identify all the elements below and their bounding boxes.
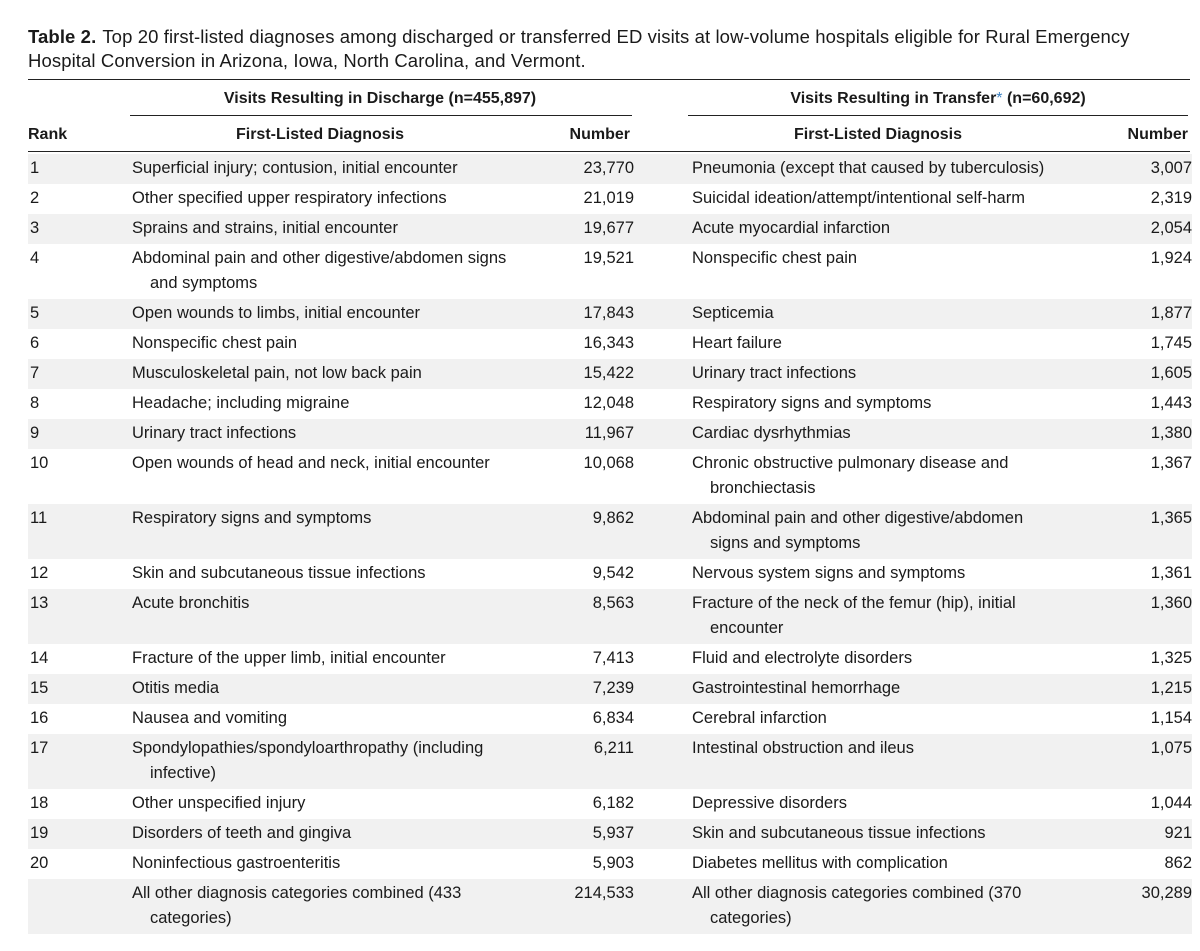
table-row	[28, 879, 1192, 934]
discharge-number-cell: 6,211	[534, 734, 634, 789]
rank-cell: 11	[28, 504, 132, 559]
transfer-diagnosis-cell	[692, 559, 1064, 589]
diagnosis-text: Intestinal obstruction and ileus	[692, 739, 914, 757]
transfer-diagnosis-cell	[692, 504, 1064, 559]
diagnosis-text: Depressive disorders	[692, 794, 847, 812]
discharge-number-cell: 7,239	[534, 674, 634, 704]
transfer-number-cell: 921	[1064, 819, 1192, 849]
column-gap	[634, 389, 692, 419]
discharge-diagnosis-cell	[132, 329, 534, 359]
table-label: Table 2.	[28, 26, 97, 47]
column-gap	[634, 589, 692, 644]
rank-cell: 4	[30, 249, 40, 267]
transfer-span-rule	[688, 115, 1188, 116]
diagnoses-table	[28, 154, 1192, 934]
discharge-diagnosis-cell	[132, 879, 534, 934]
column-gap	[634, 449, 692, 504]
transfer-number-cell: 1,325	[1150, 649, 1192, 667]
rank-cell: 15	[28, 674, 132, 704]
discharge-diagnosis-cell	[132, 154, 534, 184]
table-row	[28, 449, 1192, 504]
diagnosis-text: Disorders of teeth and gingiva	[132, 824, 352, 842]
transfer-diagnosis-cell	[692, 644, 1064, 674]
diagnosis-text: Urinary tract infections	[692, 364, 857, 382]
discharge-number-cell: 5,937	[534, 819, 634, 849]
rank-cell: 6	[30, 334, 40, 352]
table-row	[28, 644, 1192, 674]
transfer-diagnosis-cell	[692, 704, 1064, 734]
transfer-diagnosis-cell	[692, 299, 1064, 329]
diagnosis-text: Diabetes mellitus with complication	[692, 854, 948, 872]
diagnosis-text: Heart failure	[692, 334, 782, 352]
discharge-diagnosis-cell	[132, 389, 534, 419]
group-header-transfer	[688, 86, 1188, 112]
diagnosis-text: Suicidal ideation/attempt/intentional self-harm	[692, 189, 1025, 207]
table-row	[28, 389, 1192, 419]
diagnosis-text: Cerebral infarction	[692, 709, 827, 727]
column-gap	[634, 789, 692, 819]
discharge-number-cell: 21,019	[583, 189, 634, 207]
table-row	[28, 244, 1192, 299]
diagnosis-text: All other diagnosis categories combined (370 categories)	[692, 884, 1022, 927]
table-row	[28, 214, 1192, 244]
transfer-diagnosis-cell	[692, 184, 1064, 214]
table-row	[28, 589, 1192, 644]
column-gap	[634, 879, 692, 934]
diagnosis-text: Acute myocardial infarction	[692, 219, 891, 237]
transfer-number-cell: 862	[1164, 854, 1192, 872]
discharge-diagnosis-cell	[132, 849, 534, 879]
discharge-diagnosis-cell	[132, 644, 534, 674]
discharge-number-cell: 11,967	[534, 419, 634, 449]
diagnosis-text: Pneumonia (except that caused by tuberculosis)	[692, 159, 1045, 177]
discharge-number-cell: 6,834	[592, 709, 634, 727]
discharge-number-cell: 5,903	[592, 854, 634, 872]
discharge-diagnosis-cell	[132, 449, 534, 504]
discharge-diagnosis-cell	[132, 419, 534, 449]
transfer-number-cell: 1,877	[1064, 299, 1192, 329]
discharge-diagnosis-cell	[132, 184, 534, 214]
diagnosis-text: Spondylopathies/spondyloarthropathy (including infective)	[132, 739, 484, 782]
rank-cell: 14	[30, 649, 49, 667]
transfer-diagnosis-cell	[692, 389, 1064, 419]
transfer-diagnosis-cell	[692, 674, 1064, 704]
group-header-transfer-n: (n=60,692)	[1002, 90, 1086, 107]
diagnosis-text: Nervous system signs and symptoms	[692, 564, 966, 582]
table-row	[28, 789, 1192, 819]
transfer-number-cell: 1,044	[1150, 794, 1192, 812]
rank-cell: 19	[28, 819, 132, 849]
table-row	[28, 704, 1192, 734]
column-gap	[634, 299, 692, 329]
rank-cell: 18	[30, 794, 49, 812]
table-row	[28, 674, 1192, 704]
diagnosis-text: Abdominal pain and other digestive/abdomen signs and symptoms	[692, 509, 1024, 552]
diagnosis-text: Headache; including migraine	[132, 394, 350, 412]
column-gap	[634, 704, 692, 734]
top-rule	[28, 79, 1190, 80]
transfer-number-cell: 1,380	[1064, 419, 1192, 449]
column-gap	[634, 819, 692, 849]
table-row	[28, 359, 1192, 389]
table-row	[28, 504, 1192, 559]
transfer-diagnosis-cell	[692, 154, 1064, 184]
discharge-number-cell: 8,563	[534, 589, 634, 644]
transfer-number-cell: 1,443	[1150, 394, 1192, 412]
diagnosis-text: Fluid and electrolyte disorders	[692, 649, 913, 667]
table-caption-text: Top 20 first-listed diagnoses among discharged or transferred ED visits at low-volume hospitals eligible for Rural Emergency Hospital Conversion in Arizona, Iowa, North Carolina, and Vermont.	[28, 26, 1130, 71]
diagnosis-text: Noninfectious gastroenteritis	[132, 854, 341, 872]
discharge-number-cell: 16,343	[583, 334, 634, 352]
discharge-number-cell: 23,770	[534, 154, 634, 184]
transfer-number-cell: 3,007	[1064, 154, 1192, 184]
table-caption	[28, 25, 1188, 73]
col-header-transfer-number: Number	[1127, 126, 1188, 143]
diagnosis-text: Skin and subcutaneous tissue infections	[132, 564, 426, 582]
diagnosis-text: Respiratory signs and symptoms	[692, 394, 932, 412]
column-gap	[634, 644, 692, 674]
rank-cell: 9	[28, 419, 132, 449]
transfer-diagnosis-cell	[692, 879, 1064, 934]
column-gap	[634, 504, 692, 559]
column-gap	[634, 674, 692, 704]
discharge-diagnosis-cell	[132, 674, 534, 704]
col-header-rank: Rank	[28, 126, 68, 143]
column-gap	[634, 849, 692, 879]
rank-cell: 20	[30, 854, 49, 872]
transfer-number-cell: 1,361	[1150, 564, 1192, 582]
discharge-diagnosis-cell	[132, 704, 534, 734]
diagnosis-text: Superficial injury; contusion, initial encounter	[132, 159, 458, 177]
table-row	[28, 819, 1192, 849]
column-gap	[634, 214, 692, 244]
column-gap	[634, 329, 692, 359]
discharge-diagnosis-cell	[132, 299, 534, 329]
diagnosis-text: Nausea and vomiting	[132, 709, 288, 727]
col-header-discharge-number: Number	[569, 126, 630, 143]
transfer-number-cell: 1,924	[1150, 249, 1192, 267]
transfer-number-cell: 1,367	[1150, 454, 1192, 472]
table-row	[28, 329, 1192, 359]
discharge-diagnosis-cell	[132, 214, 534, 244]
diagnosis-text: Gastrointestinal hemorrhage	[692, 679, 901, 697]
discharge-number-cell: 9,862	[534, 504, 634, 559]
column-gap	[634, 419, 692, 449]
transfer-number-cell: 1,605	[1064, 359, 1192, 389]
transfer-number-cell: 30,289	[1064, 879, 1192, 934]
rank-cell: 1	[28, 154, 132, 184]
discharge-number-cell: 10,068	[583, 454, 634, 472]
diagnosis-text: Septicemia	[692, 304, 774, 322]
diagnosis-text: Sprains and strains, initial encounter	[132, 219, 398, 237]
column-gap	[634, 559, 692, 589]
column-gap	[634, 359, 692, 389]
discharge-diagnosis-cell	[132, 244, 534, 299]
discharge-diagnosis-cell	[132, 559, 534, 589]
diagnosis-text: Urinary tract infections	[132, 424, 297, 442]
transfer-number-cell: 1,075	[1064, 734, 1192, 789]
transfer-diagnosis-cell	[692, 244, 1064, 299]
table-row	[28, 154, 1192, 184]
rank-cell: 10	[30, 454, 49, 472]
diagnosis-text: Other specified upper respiratory infections	[132, 189, 447, 207]
col-header-discharge-diagnosis: First-Listed Diagnosis	[235, 126, 405, 143]
diagnosis-text: Acute bronchitis	[132, 594, 250, 612]
transfer-number-cell: 1,745	[1150, 334, 1192, 352]
discharge-number-cell: 6,182	[592, 794, 634, 812]
rank-cell: 16	[30, 709, 49, 727]
group-header-transfer-text: Visits Resulting in Transfer	[790, 90, 997, 107]
diagnosis-text: Fracture of the neck of the femur (hip), initial encounter	[692, 594, 1016, 637]
discharge-number-cell: 12,048	[583, 394, 634, 412]
discharge-number-cell: 9,542	[592, 564, 634, 582]
rank-cell: 12	[30, 564, 49, 582]
transfer-diagnosis-cell	[692, 819, 1064, 849]
diagnosis-text: Chronic obstructive pulmonary disease and bronchiectasis	[692, 454, 1009, 497]
discharge-diagnosis-cell	[132, 589, 534, 644]
discharge-number-cell: 7,413	[592, 649, 634, 667]
column-gap	[634, 734, 692, 789]
discharge-number-cell: 19,521	[583, 249, 634, 267]
diagnosis-text: Skin and subcutaneous tissue infections	[692, 824, 986, 842]
diagnosis-text: Nonspecific chest pain	[692, 249, 858, 267]
transfer-number-cell: 2,054	[1064, 214, 1192, 244]
diagnosis-text: Respiratory signs and symptoms	[132, 509, 372, 527]
transfer-diagnosis-cell	[692, 214, 1064, 244]
diagnosis-text: Abdominal pain and other digestive/abdomen signs and symptoms	[132, 249, 507, 292]
rank-cell: 7	[28, 359, 132, 389]
transfer-diagnosis-cell	[692, 589, 1064, 644]
transfer-diagnosis-cell	[692, 359, 1064, 389]
rank-cell: 5	[28, 299, 132, 329]
table-row	[28, 419, 1192, 449]
diagnosis-text: Open wounds to limbs, initial encounter	[132, 304, 420, 322]
column-gap	[634, 244, 692, 299]
rank-cell: 8	[30, 394, 40, 412]
transfer-diagnosis-cell	[692, 734, 1064, 789]
table-row	[28, 299, 1192, 329]
group-header-discharge: Visits Resulting in Discharge (n=455,897)	[223, 90, 537, 107]
diagnosis-text: All other diagnosis categories combined (433 categories)	[132, 884, 462, 927]
discharge-span-rule	[130, 115, 632, 116]
table-row	[28, 559, 1192, 589]
discharge-diagnosis-cell	[132, 504, 534, 559]
col-header-transfer-diagnosis: First-Listed Diagnosis	[793, 126, 963, 143]
diagnosis-text: Musculoskeletal pain, not low back pain	[132, 364, 422, 382]
header-rule	[28, 151, 1190, 152]
discharge-diagnosis-cell	[132, 359, 534, 389]
transfer-diagnosis-cell	[692, 849, 1064, 879]
diagnosis-text: Otitis media	[132, 679, 220, 697]
discharge-number-cell: 15,422	[534, 359, 634, 389]
transfer-diagnosis-cell	[692, 449, 1064, 504]
table-row	[28, 849, 1192, 879]
rank-cell: 13	[28, 589, 132, 644]
column-gap	[634, 154, 692, 184]
transfer-number-cell: 1,154	[1150, 709, 1192, 727]
rank-cell: 17	[28, 734, 132, 789]
transfer-number-cell: 2,319	[1150, 189, 1192, 207]
transfer-diagnosis-cell	[692, 789, 1064, 819]
diagnosis-text: Cardiac dysrhythmias	[692, 424, 851, 442]
transfer-number-cell: 1,365	[1064, 504, 1192, 559]
diagnosis-text: Open wounds of head and neck, initial encounter	[132, 454, 490, 472]
footnote-marker[interactable]: *	[996, 90, 1003, 107]
rank-cell: 3	[28, 214, 132, 244]
discharge-number-cell: 17,843	[534, 299, 634, 329]
rank-cell	[28, 879, 132, 934]
table-body	[28, 154, 1192, 934]
transfer-number-cell: 1,360	[1064, 589, 1192, 644]
discharge-number-cell: 214,533	[534, 879, 634, 934]
discharge-diagnosis-cell	[132, 789, 534, 819]
discharge-diagnosis-cell	[132, 734, 534, 789]
discharge-diagnosis-cell	[132, 819, 534, 849]
transfer-diagnosis-cell	[692, 329, 1064, 359]
diagnosis-text: Fracture of the upper limb, initial encounter	[132, 649, 446, 667]
table-row	[28, 734, 1192, 789]
diagnosis-text: Nonspecific chest pain	[132, 334, 298, 352]
discharge-number-cell: 19,677	[534, 214, 634, 244]
column-gap	[634, 184, 692, 214]
transfer-diagnosis-cell	[692, 419, 1064, 449]
diagnosis-text: Other unspecified injury	[132, 794, 306, 812]
rank-cell: 2	[30, 189, 40, 207]
table-row	[28, 184, 1192, 214]
transfer-number-cell: 1,215	[1064, 674, 1192, 704]
